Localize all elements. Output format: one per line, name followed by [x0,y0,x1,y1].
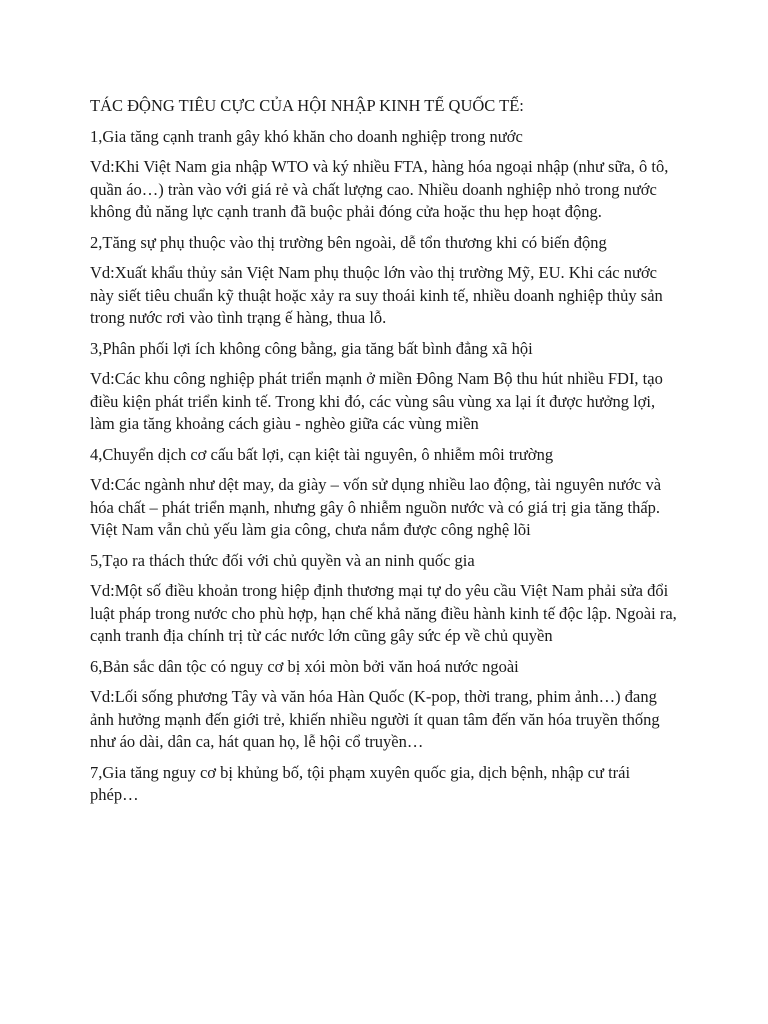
section-7-heading: 7,Gia tăng nguy cơ bị khủng bố, tội phạm xuyên quốc gia, dịch bệnh, nhập cư trái phép… [90,762,631,804]
section-2-heading: 2,Tăng sự phụ thuộc vào thị trường bên ngoài, dễ tổn thương khi có biến động [90,232,607,252]
section-6-example: Vd:Lối sống phương Tây và văn hóa Hàn Quốc (K-pop, thời trang, phim ảnh…) đang ảnh hưởng mạnh đến giới trẻ, khiến nhiều người ít quan tâm đến văn hóa truyền thống như áo dài, dân ca, hát quan họ, lễ hội cổ truyền… [90,687,660,751]
document-title: TÁC ĐỘNG TIÊU CỰC CỦA HỘI NHẬP KINH TẾ QUỐC TẾ: [90,96,524,115]
section-3-heading: 3,Phân phối lợi ích không công bằng, gia tăng bất bình đẳng xã hội [90,338,533,358]
section-2-example: Vd:Xuất khẩu thủy sản Việt Nam phụ thuộc lớn vào thị trường Mỹ, EU. Khi các nước này siết tiêu chuẩn kỹ thuật hoặc xảy ra suy thoái kinh tế, nhiều doanh nghiệp thủy sản trong nước rơi vào tình trạng ế hàng, thua lỗ. [90,263,663,327]
section-1-example: Vd:Khi Việt Nam gia nhập WTO và ký nhiều FTA, hàng hóa ngoại nhập (như sữa, ô tô, quần áo…) tràn vào với giá rẻ và chất lượng cao. Nhiều doanh nghiệp nhỏ trong nước không đủ năng lực cạnh tranh đã buộc phải đóng cửa hoặc thu hẹp hoạt động. [90,157,669,221]
section-4-example: Vd:Các ngành như dệt may, da giày – vốn sử dụng nhiều lao động, tài nguyên nước và hóa chất – phát triển mạnh, nhưng gây ô nhiễm nguồn nước và có giá trị gia tăng thấp. Việt Nam vẫn chủ yếu làm gia công, chưa nắm được công nghệ lõi [90,475,662,539]
section-6-heading: 6,Bản sắc dân tộc có nguy cơ bị xói mòn bởi văn hoá nước ngoài [90,656,519,676]
section-5-example: Vd:Một số điều khoản trong hiệp định thương mại tự do yêu cầu Việt Nam phải sửa đổi luật pháp trong nước cho phù hợp, hạn chế khả năng điều hành kinh tế độc lập. Ngoài ra, cạnh tranh địa chính trị từ các nước lớn cũng gây sức ép về chủ quyền [90,581,677,645]
section-5-heading: 5,Tạo ra thách thức đối với chủ quyền và an ninh quốc gia [90,550,475,570]
section-1-heading: 1,Gia tăng cạnh tranh gây khó khăn cho doanh nghiệp trong nước [90,126,523,146]
section-3-example: Vd:Các khu công nghiệp phát triển mạnh ở miền Đông Nam Bộ thu hút nhiều FDI, tạo điều kiện phát triển kinh tế. Trong khi đó, các vùng sâu vùng xa lại ít được hưởng lợi, làm gia tăng khoảng cách giàu - nghèo giữa các vùng miền [90,369,663,433]
section-4-heading: 4,Chuyển dịch cơ cấu bất lợi, cạn kiệt tài nguyên, ô nhiễm môi trường [90,444,554,464]
